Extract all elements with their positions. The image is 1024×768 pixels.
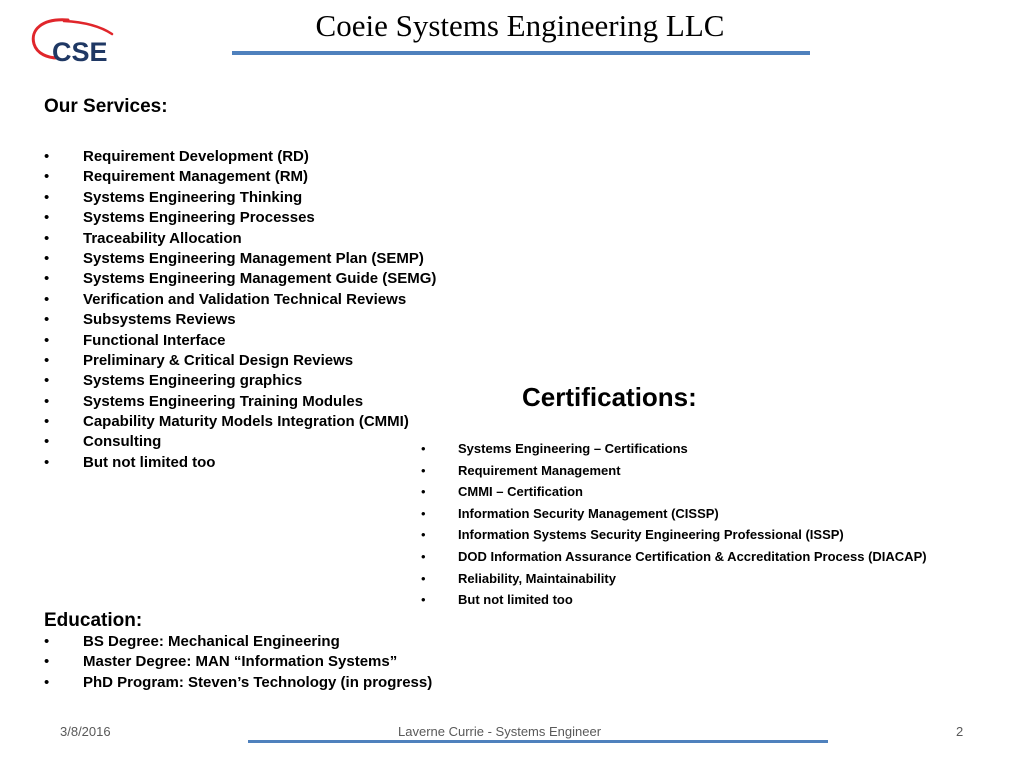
list-item (44, 269, 436, 289)
list-item-text: Systems Engineering Management Guide (SEMG) (83, 270, 437, 288)
bullet-icon: • (421, 462, 426, 478)
logo-swoosh-icon (28, 14, 128, 72)
list-item (44, 351, 436, 371)
list-item (421, 568, 927, 590)
list-item (44, 310, 436, 330)
list-item-text: Information Security Management (CISSP) (458, 505, 719, 521)
bullet-icon: • (44, 433, 50, 451)
bullet-icon: • (421, 570, 426, 586)
list-item-text: Systems Engineering Processes (83, 209, 315, 227)
list-item (44, 188, 436, 208)
list-item-text: Systems Engineering Thinking (83, 188, 303, 206)
bullet-icon: • (44, 673, 50, 691)
bullet-icon: • (44, 413, 50, 431)
footer-presenter: Laverne Currie - Systems Engineer (398, 724, 602, 739)
list-item (44, 632, 432, 652)
list-item-text: Preliminary & Critical Design Reviews (83, 351, 354, 369)
bullet-icon: • (421, 484, 426, 500)
education-heading: Education: (44, 610, 143, 631)
list-item (44, 331, 436, 351)
bullet-icon: • (421, 548, 426, 564)
bullet-icon: • (44, 453, 50, 471)
logo-text: CSE (52, 37, 108, 67)
list-item-text: Verification and Validation Technical Reviews (83, 290, 407, 308)
list-item (44, 208, 436, 228)
list-item (44, 432, 436, 452)
education-list (44, 632, 432, 693)
list-item (44, 229, 436, 249)
list-item (44, 290, 436, 310)
footer-underline (248, 740, 828, 743)
list-item (421, 524, 927, 546)
list-item-text: Information Systems Security Engineering Professional (ISSP) (458, 527, 844, 543)
list-item (421, 438, 927, 460)
list-item-text: Systems Engineering Management Plan (SEMP) (83, 249, 424, 267)
list-item (44, 392, 436, 412)
list-item-text: DOD Information Assurance Certification & Accreditation Process (DIACAP) (458, 548, 927, 564)
bullet-icon: • (44, 249, 50, 267)
bullet-icon: • (44, 392, 50, 410)
list-item-text: Requirement Management (458, 462, 621, 478)
bullet-icon: • (44, 633, 50, 650)
page-title: Coeie Systems Engineering LLC (315, 8, 725, 43)
bullet-icon: • (44, 270, 50, 288)
list-item-text: PhD Program: Steven’s Technology (in progress) (83, 673, 433, 691)
certifications-list (421, 438, 927, 611)
bullet-icon: • (421, 505, 426, 521)
list-item-text: Reliability, Maintainability (458, 570, 616, 586)
bullet-icon: • (44, 331, 50, 349)
list-item-text: Consulting (83, 433, 162, 451)
list-item-text: Capability Maturity Models Integration (CMMI) (83, 413, 409, 431)
list-item (44, 249, 436, 269)
list-item (421, 460, 927, 482)
list-item (44, 652, 432, 672)
bullet-icon: • (44, 209, 50, 227)
list-item-text: BS Degree: Mechanical Engineering (83, 633, 340, 650)
list-item-text: Subsystems Reviews (83, 311, 236, 329)
list-item (421, 546, 927, 568)
bullet-icon: • (44, 168, 50, 186)
list-item (421, 481, 927, 503)
bullet-icon: • (421, 527, 426, 543)
bullet-icon: • (44, 229, 50, 247)
list-item (421, 589, 927, 611)
bullet-icon: • (44, 351, 50, 369)
list-item-text: Systems Engineering Training Modules (83, 392, 364, 410)
bullet-icon: • (44, 290, 50, 308)
footer-date: 3/8/2016 (60, 724, 111, 739)
list-item-text: Systems Engineering – Certifications (458, 441, 688, 456)
bullet-icon: • (421, 441, 426, 456)
bullet-icon: • (44, 148, 50, 165)
page-number: 2 (956, 724, 964, 739)
bullet-icon: • (44, 311, 50, 329)
list-item-text: Systems Engineering graphics (83, 372, 303, 390)
services-list (44, 147, 436, 473)
list-item-text: Requirement Management (RM) (83, 168, 309, 186)
list-item-text: CMMI – Certification (458, 484, 583, 500)
list-item-text: But not limited too (458, 592, 573, 608)
list-item-text: Functional Interface (83, 331, 226, 349)
company-logo (28, 14, 128, 72)
list-item (44, 412, 436, 432)
list-item (44, 371, 436, 391)
list-item (44, 673, 432, 693)
bullet-icon: • (44, 188, 50, 206)
list-item-text: Traceability Allocation (83, 229, 242, 247)
list-item (44, 453, 436, 473)
services-heading: Our Services: (44, 96, 168, 117)
title-underline (232, 51, 810, 55)
bullet-icon: • (421, 592, 426, 608)
list-item-text: Requirement Development (RD) (83, 148, 309, 165)
list-item (44, 167, 436, 187)
list-item (421, 503, 927, 525)
bullet-icon: • (44, 372, 50, 390)
list-item-text: But not limited too (83, 453, 216, 471)
certifications-heading: Certifications: (522, 382, 697, 412)
bullet-icon: • (44, 653, 50, 671)
list-item (44, 147, 436, 167)
list-item-text: Master Degree: MAN “Information Systems” (83, 653, 398, 671)
